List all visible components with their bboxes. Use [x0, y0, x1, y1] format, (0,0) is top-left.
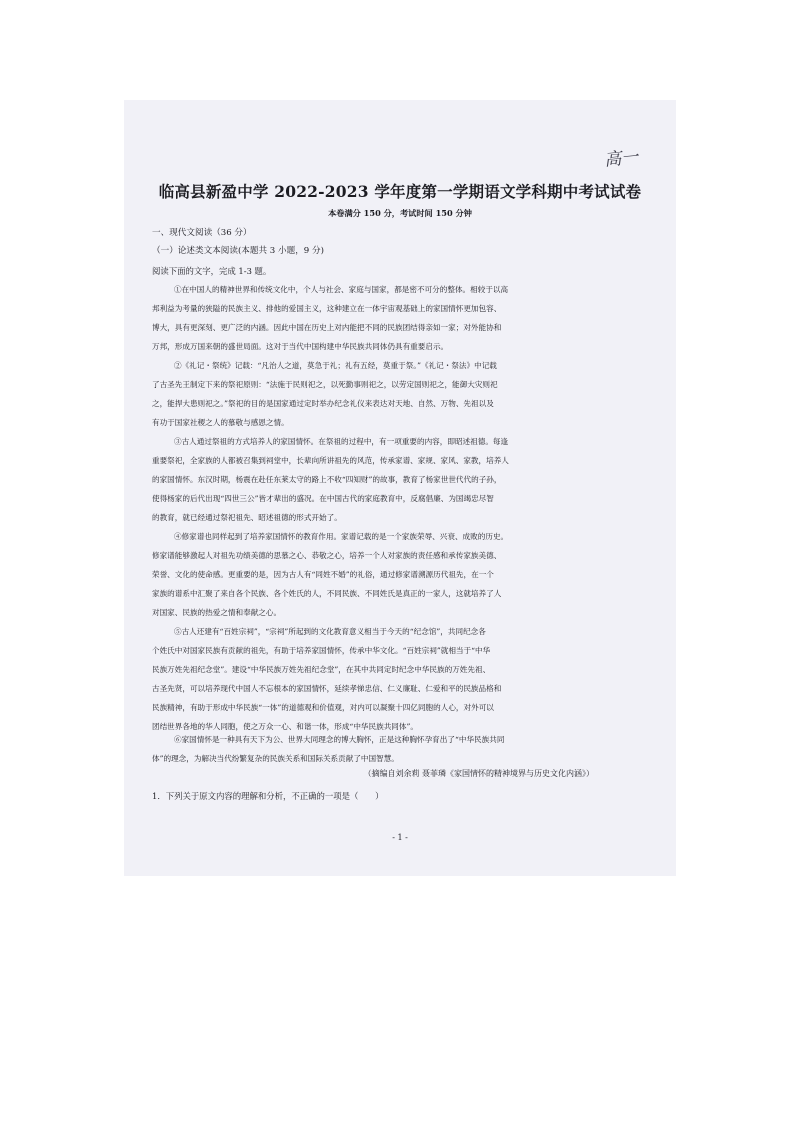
- paragraph-5: [152, 622, 634, 737]
- text-line: 民族万姓先祖纪念堂”。建设“中华民族万姓先祖纪念堂”，在其中共同定时纪念中华民族的万姓先祖、: [152, 665, 491, 675]
- text-line: ②《礼记・祭统》记载：“凡治人之道，莫急于礼；礼有五经，莫重于祭。”《礼记・祭法》中记载: [174, 361, 497, 370]
- text-line: 有功于国家社稷之人的慕敬与感恩之情。: [152, 418, 289, 428]
- paragraph-1: [152, 280, 634, 356]
- text-line: 万邦，形成万国来朝的盛世局面。这对于当代中国构建中华民族共同体仍具有重要启示。: [152, 342, 449, 352]
- reading-instruction: 阅读下面的文字，完成 1-3 题。: [152, 266, 272, 276]
- text-line: 古圣先贤，可以培养现代中国人不忘根本的家国情怀，延续孝悌忠信、仁义廉耻、仁爱和平的民族品格和: [152, 684, 502, 694]
- text-line: 荣誉、文化的使命感。更重要的是，因为古人有“同姓不婚”的礼俗，通过修家谱溯源历代祖先，在一个: [152, 570, 494, 580]
- text-line: 重要祭祀，全家族的人都被召集到祠堂中，长辈向所讲祖先的风范，传承家谱、家规、家风、家教，培养人: [152, 456, 509, 466]
- text-line: 家族的谱系中汇聚了来自各个民族、各个姓氏的人，不同民族、不同姓氏是真正的一家人，这就培养了人: [152, 589, 502, 599]
- text-line: ④修家谱也同样起到了培养家国情怀的教育作用。家谱记载的是一个家族荣辱、兴衰、成败的历史。: [174, 532, 509, 541]
- page-number: - 1 -: [392, 833, 408, 842]
- paragraph-6: [152, 730, 634, 768]
- text-line: 使得杨家的后代出现“四世三公”皆才辈出的盛况。在中国古代的家庭教育中，反腐倡廉、为国竭忠尽智: [152, 494, 494, 504]
- exam-title: 临高县新盈中学 2022-2023 学年度第一学期语文学科期中考试试卷: [158, 182, 642, 201]
- text-line: 修家谱能够激起人对祖先功绩美德的思慕之心、恭敬之心，培养一个人对家族的责任感和承传家族美德、: [152, 551, 502, 561]
- text-line: 的教育，就已经通过祭祀祖先、昭述祖德的形式开始了。: [152, 513, 342, 523]
- text-line: 的家国情怀。东汉时期，杨震在赴任东莱太守的路上不收“四知财”的故事，教育了杨家世世代代的子孙，: [152, 475, 502, 485]
- question-1: 1．下列关于原文内容的理解和分析，不正确的一项是（ ）: [152, 791, 384, 801]
- source-citation: （摘编自刘余莉 聂菲璘《家国情怀的精神境界与历史文化内涵》）: [363, 769, 594, 778]
- text-line: 民族精神，有助于形成中华民族“一体”的道德观和价值观，对内可以凝聚十四亿同胞的人心，对外可以: [152, 703, 494, 713]
- text-line: ①在中国人的精神世界和传统文化中，个人与社会、家庭与国家，都是密不可分的整体。相较于以高: [174, 285, 509, 294]
- paragraph-2: [152, 356, 634, 432]
- text-line: 体”的理念，为解决当代纷繁复杂的民族关系和国际关系贡献了中国智慧。: [152, 754, 399, 764]
- handwritten-note: 高一: [603, 147, 640, 171]
- scanned-exam-page: [124, 100, 676, 876]
- text-line: ③古人通过祭祖的方式培养人的家国情怀。在祭祖的过程中，有一项重要的内容，即昭述祖德。每逢: [174, 437, 509, 446]
- paragraph-4: [152, 527, 634, 622]
- paragraph-3: [152, 432, 634, 527]
- section-heading: 一、现代文阅读（36 分）: [152, 228, 252, 238]
- text-line: 对国家、民族的热爱之情和奉献之心。: [152, 608, 282, 618]
- exam-subtitle: 本卷满分 150 分，考试时间 150 分钟: [328, 208, 472, 218]
- text-line: 团结世界各地的华人同胞，使之万众一心、和谐一体，形成“中华民族共同体”。: [152, 722, 418, 732]
- text-line: ⑥家国情怀是一种具有天下为公、世界大同理念的博大胸怀，正是这种胸怀孕育出了“中华民族共同: [174, 735, 505, 744]
- text-line: ⑤古人还建有“百姓宗祠”，“宗祠”所起到的文化教育意义相当于今天的“纪念馆”，共同纪念各: [174, 627, 486, 636]
- text-line: 了古圣先王制定下来的祭祀原则：“法施于民则祀之，以死勤事则祀之，以劳定国则祀之，能御大灾则祀: [152, 380, 498, 390]
- text-line: 个姓氏中对国家民族有贡献的祖先，有助于培养家国情怀，传承中华文化。“百姓宗祠”就相当于“中华: [152, 646, 491, 656]
- text-line: 之，能捍大患则祀之。”祭祀的目的是国家通过定时举办纪念礼仪来表达对天地、自然、万物、先祖以及: [152, 399, 494, 409]
- subsection-heading: （一）论述类文本阅读(本题共 3 小题，9 分): [152, 246, 324, 256]
- text-line: 邦利益为考量的狭隘的民族主义、排他的爱国主义，这种建立在一体宇宙观基础上的家国情怀更加包容、: [152, 304, 502, 314]
- text-line: 博大，具有更深刻、更广泛的内涵。因此中国在历史上对内能把不同的民族团结得亲如一家；对外能协和: [152, 323, 502, 333]
